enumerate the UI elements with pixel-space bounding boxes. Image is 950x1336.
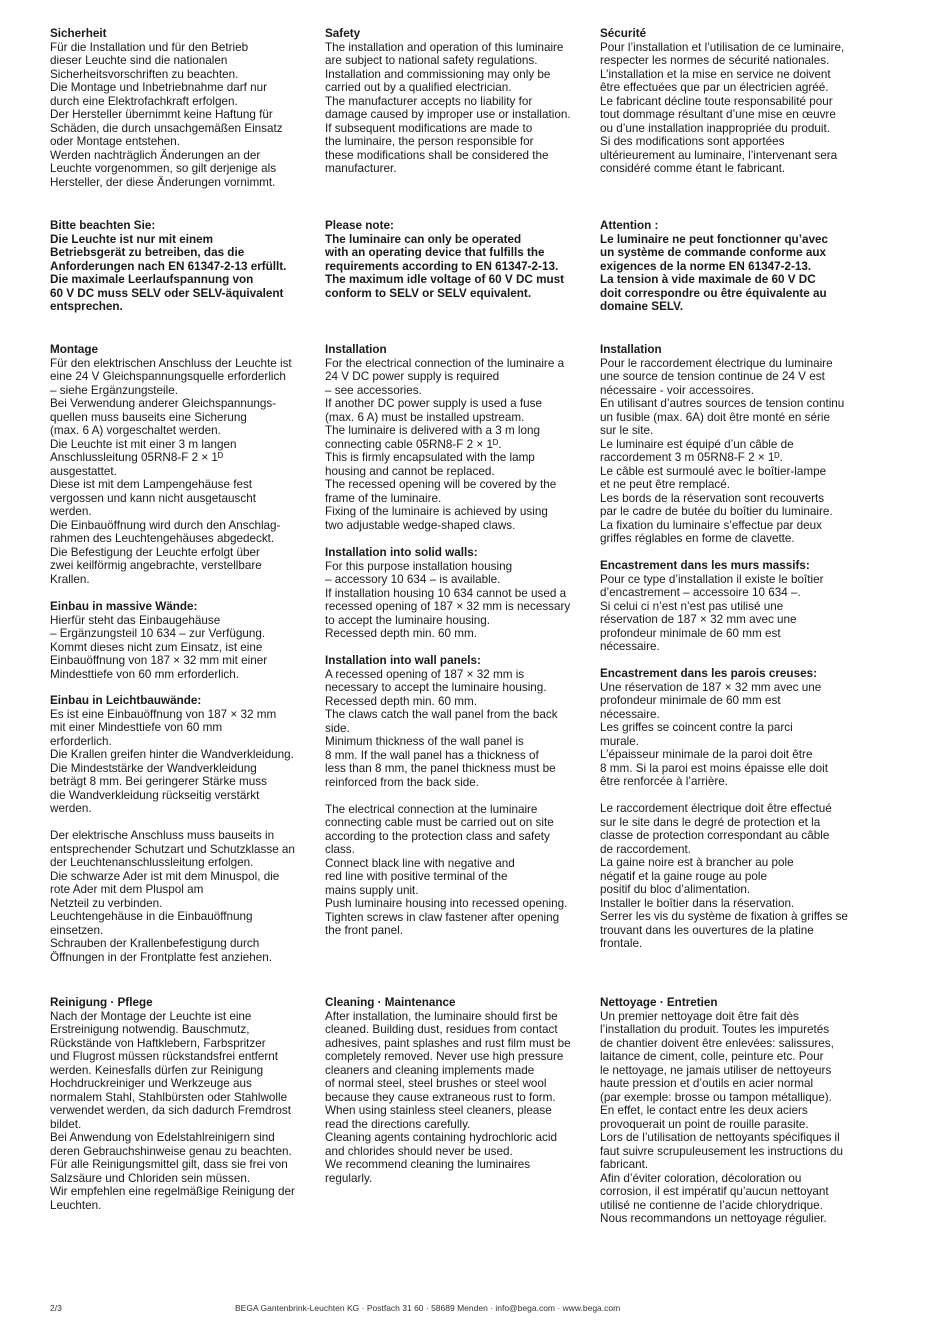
- wall-panels-heading: Einbau in Leichtbauwände:: [50, 694, 202, 707]
- wall-panels-text: Une réservation de 187 × 32 mm avec une profondeur minimale de 60 mm est nécessaire. Les griffes se coincent contre la parci murale. L’épaisseur minimale de la paroi doit être 8 mm. Si la paroi est moins épaisse elle doit être renforcée à l’arrière. Le raccordement électrique doit être effectué sur le site dans le degré de protection et la classe de protection correspondant au câble de raccordement. La gaine noire est à brancher au pole négatif et la gaine rouge au pole positif du bloc d’alimentation. Installer le boîtier dans la réservation. Serrer les vis du système de fixation à griffes se trouvant dans les ouvertures de la platine frontale.: [600, 680, 848, 950]
- wall-panels-heading: Installation into wall panels:: [325, 654, 481, 667]
- safety-section: [50, 27, 312, 189]
- wall-panels-section: [50, 694, 312, 964]
- cleaning-heading: Reinigung · Pflege: [50, 996, 153, 1009]
- safety-heading: Safety: [325, 27, 361, 40]
- safety-heading: Sicherheit: [50, 27, 107, 40]
- cleaning-text: Un premier nettoyage doit être fait dès l’installation du produit. Toutes les impuretés de chantier doivent être enlevées: salissures, laitance de ciment, colle, peinture etc. Pour le nettoyage, ne jamais utiliser de nettoyeurs haute pression et d’outils en acier normal (par exemple: brosse ou tampon métallique). En effet, le contact entre les deux aciers provoquerait un point de rouille parasite. Lors de l’utilisation de nettoyants spécifiques il faut suivre scrupuleusement les instructions du fabricant. Afin d’éviter coloration, décoloration ou corrosion, il est impératif qu’aucun nettoyant utilisé ne contienne de l’acide chlorydrique. Nous recommandons un nettoyage régulier.: [600, 1009, 843, 1225]
- installation-heading: Installation: [325, 343, 387, 356]
- operating-device-note: Attention : Le luminaire ne peut fonctionner qu’avec un système de commande conforme aux exigences de la norme EN 61347-2-13. La tension à vide maximale de 60 V DC doit correspondre ou être équivalente au domaine SELV.: [600, 219, 828, 313]
- installation-heading: Montage: [50, 343, 99, 356]
- installation-text: For the electrical connection of the luminaire a 24 V DC power supply is required – see accessories. If another DC power supply is used a fuse (max. 6 A) must be installed upstream. The luminaire is delivered with a 3 m long connecting cable 05RN8-F 2 × 1ᴰ. This is firmly encapsulated with the lamp housing and cannot be replaced. The recessed opening will be covered by the frame of the luminaire. Fixing of the luminaire is achieved by using two adjustable wedge-shaped claws.: [325, 356, 565, 532]
- safety-text: The installation and operation of this luminaire are subject to national safety regulations. Installation and commissioning may only be carried out by a qualified electrician. The manufacturer accepts no liability for damage caused by improper use or installation. If subsequent modifications are made to the luminaire, the person responsible for these modifications shall be considered the manufacturer.: [325, 40, 571, 175]
- cleaning-heading: Nettoyage · Entretien: [600, 996, 718, 1009]
- solid-walls-section: [50, 600, 312, 681]
- safety-text: Pour l’installation et l’utilisation de ce luminaire, respecter les normes de sécurité nationales. L’installation et la mise en service ne doivent être effectuées que par un électricien agréé. Le fabricant décline toute responsabilité pour tout dommage résultant d’une mise en œuvre ou d’une installation inappropriée du produit. Si des modifications sont apportées ultérieurement au luminaire, l’intervenant sera considéré comme étant le fabricant.: [600, 40, 845, 175]
- cleaning-heading: Cleaning · Maintenance: [325, 996, 456, 1009]
- safety-section: [600, 27, 862, 176]
- operating-device-note: Bitte beachten Sie: Die Leuchte ist nur mit einem Betriebsgerät zu betreiben, das die Anforderungen nach EN 61347-2-13 erfüllt. Die maximale Leerlaufspannung von 60 V DC muss SELV oder SELV-äquivalent entsprechen.: [50, 219, 287, 313]
- cleaning-text: After installation, the luminaire should first be cleaned. Building dust, residues from contact adhesives, paint splashes and rust film must be completely removed. Never use high pressure cleaners and cleaning implements made of normal steel, steel brushes or steel wool because they cause extraneous rust to form. When using stainless steel cleaners, please read the directions carefully. Cleaning agents containing hydrochloric acid and chlorides should never be used. We recommend cleaning the luminaires regularly.: [325, 1009, 571, 1185]
- solid-walls-heading: Encastrement dans les murs massifs:: [600, 559, 810, 572]
- installation-text: Pour le raccordement électrique du luminaire une source de tension continue de 24 V est nécessaire - voir accessoires. En utilisant d’autres sources de tension continu un fusible (max. 6A) doit être monté en série sur le site. Le luminaire est équipé d’un câble de raccordement 3 m 05RN8-F 2 × 1ᴰ. Le câble est surmoulé avec le boîtier-lampe et ne peut être remplacé. Les bords de la réservation sont recouverts par le cadre de butée du boîtier du luminaire. La fixation du luminaire s’effectue par deux griffes réglables en forme de clavette.: [600, 356, 845, 545]
- cleaning-text: Nach der Montage der Leuchte ist eine Erstreinigung notwendig. Bauschmutz, Rückstände von Haftklebern, Farbspritzer und Flugrost müssen rückstandsfrei entfernt werden. Keinesfalls dürfen zur Reinigung Hochdruckreiniger und Werkzeuge aus normalem Stahl, Stahlbürsten oder Stahlwolle verwendet werden, da sich dadurch Fremdrost bildet. Bei Anwendung von Edelstahlreinigern sind deren Gebrauchshinweise genau zu beachten. Für alle Reinigungsmittel gilt, dass sie frei von Salzsäure und Chloriden sein müssen. Wir empfehlen eine regelmäßige Reinigung der Leuchten.: [50, 1009, 295, 1212]
- solid-walls-heading: Installation into solid walls:: [325, 546, 478, 559]
- page-number: 2/3: [50, 1303, 62, 1313]
- solid-walls-text: For this purpose installation housing – accessory 10 634 – is available. If installation housing 10 634 cannot be used a recessed opening of 187 × 32 mm is necessary to accept the luminaire housing. Recessed depth min. 60 mm.: [325, 559, 571, 640]
- wall-panels-text: A recessed opening of 187 × 32 mm is necessary to accept the luminaire housing. Recessed depth min. 60 mm. The claws catch the wall panel from the back side. Minimum thickness of the wall panel is 8 mm. If the wall panel has a thickness of less than 8 mm, the panel thickness must be reinforced from the back side. The electrical connection at the luminaire connecting cable must be carried out on site according to the protection class and safety class. Connect black line with negative and red line with positive terminal of the mains supply unit. Push luminaire housing into recessed opening. Tighten screws in claw fastener after opening the front panel.: [325, 667, 568, 937]
- company-address: BEGA Gantenbrink-Leuchten KG · Postfach 31 60 · 58689 Menden · info@bega.com · www.bega.com: [235, 1303, 621, 1313]
- installation-section: [50, 343, 312, 586]
- solid-walls-section: [325, 546, 587, 641]
- note-section: [325, 219, 587, 300]
- cleaning-section: [600, 996, 862, 1226]
- note-section: [50, 219, 312, 314]
- cleaning-section: [325, 996, 587, 1185]
- installation-heading: Installation: [600, 343, 662, 356]
- solid-walls-heading: Einbau in massive Wände:: [50, 600, 198, 613]
- safety-heading: Sécurité: [600, 27, 647, 40]
- solid-walls-section: [600, 559, 862, 654]
- solid-walls-text: Pour ce type d’installation il existe le boîtier d’encastrement – accessoire 10 634 –. Si celui ci n’est n’est pas utilisé une réservation de 187 × 32 mm avec une profondeur minimale de 60 mm est nécessaire.: [600, 572, 824, 653]
- wall-panels-section: [600, 667, 862, 951]
- cleaning-section: [50, 996, 312, 1212]
- safety-section: [325, 27, 587, 176]
- wall-panels-text: Es ist eine Einbauöffnung von 187 × 32 mm mit einer Mindesttiefe von 60 mm erforderlich. Die Krallen greifen hinter die Wandverkleidung. Die Mindeststärke der Wandverkleidung beträgt 8 mm. Bei geringerer Stärke muss die Wandverkleidung rückseitig verstärkt werden. Der elektrische Anschluss muss bauseits in entsprechender Schutzart und Schutzklasse an der Leuchtenanschlussleitung erfolgen. Die schwarze Ader ist mit dem Minuspol, die rote Ader mit dem Pluspol am Netzteil zu verbinden. Leuchtengehäuse in die Einbauöffnung einsetzen. Schrauben der Krallenbefestigung durch Öffnungen in der Frontplatte fest anziehen.: [50, 707, 295, 964]
- solid-walls-text: Hierfür steht das Einbaugehäuse – Ergänzungsteil 10 634 – zur Verfügung. Kommt dieses nicht zum Einsatz, ist eine Einbauöffnung von 187 × 32 mm mit einer Mindesttiefe von 60 mm erforderlich.: [50, 613, 268, 681]
- installation-section: [600, 343, 862, 546]
- wall-panels-section: [325, 654, 587, 938]
- safety-text: Für die Installation und für den Betrieb dieser Leuchte sind die nationalen Sicherheitsvorschriften zu beachten. Die Montage und Inbetriebnahme darf nur durch eine Elektrofachkraft erfolgen. Der Hersteller übernimmt keine Haftung für Schäden, die durch unsachgemäßen Einsatz oder Montage entstehen. Werden nachträglich Änderungen an der Leuchte vorgenommen, so gilt derjenige als Hersteller, der diese Änderungen vornimmt.: [50, 40, 283, 189]
- wall-panels-heading: Encastrement dans les parois creuses:: [600, 667, 817, 680]
- installation-text: Für den elektrischen Anschluss der Leuchte ist eine 24 V Gleichspannungsquelle erforderlich – siehe Ergänzungsteile. Bei Verwendung anderer Gleichspannungs- quellen muss bauseits eine Sicherung (max. 6 A) vorgeschaltet werden. Die Leuchte ist mit einer 3 m langen Anschlussleitung 05RN8-F 2 × 1ᴰ ausgestattet. Diese ist mit dem Lampengehäuse fest vergossen und kann nicht ausgetauscht werden. Die Einbauöffnung wird durch den Anschlag- rahmen des Leuchtengehäuses abgedeckt. Die Befestigung der Leuchte erfolgt über zwei keilförmig angebrachte, verstellbare Krallen.: [50, 356, 292, 586]
- installation-section: [325, 343, 587, 532]
- note-section: [600, 219, 862, 314]
- operating-device-note: Please note: The luminaire can only be operated with an operating device that fulfills the requirements according to EN 61347-2-13. The maximum idle voltage of 60 V DC must conform to SELV or SELV equivalent.: [325, 219, 565, 300]
